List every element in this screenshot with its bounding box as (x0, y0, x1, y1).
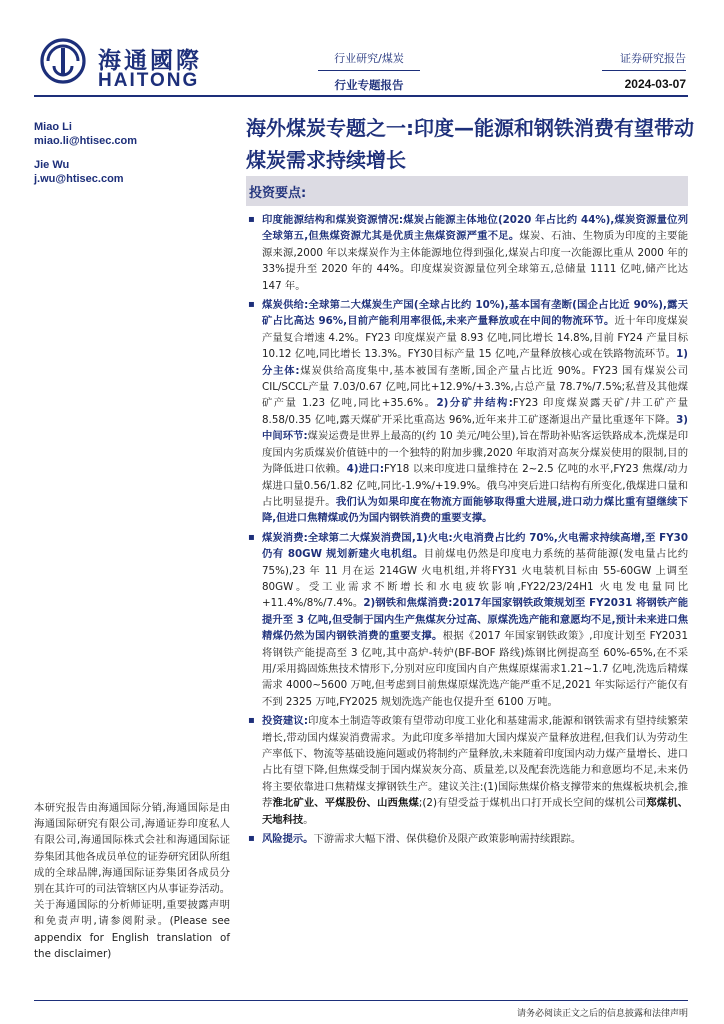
report-date: 2024-03-07 (624, 77, 686, 91)
logo-english-text: HAITONG (98, 70, 200, 91)
key-points-content (246, 212, 688, 850)
author-2 (34, 158, 124, 186)
bullet-3-text-1: 目前煤电仍然是印度电力系统的基荷能源(发电量占比约 75%),23 年 11 月在运 214GW 火电机组,并将FY31 火电装机目标由 55-60GW 上调至 80GW。受工业需求不断增长和水电疲软影响,FY22/23/24H1 火电发电量同比+11.4%/8%/7.4%。 (262, 548, 688, 610)
bullet-2-text-3: FY23 印度煤炭露天矿/井工矿产量 8.58/0.35 亿吨,露天煤矿开采比重高达 96%,近年来井工矿逐渐退出产量比重逐年下降。 (262, 397, 688, 426)
bullet-investment-advice (246, 713, 688, 828)
bullet-5-heading: 风险提示。 (262, 833, 314, 846)
header-rule-right (602, 70, 686, 71)
disclaimer-text: 本研究报告由海通国际分销,海通国际是由海通国际研究有限公司,海通证券印度私人有限公司,海通国际株式会社和海通国际证券集团其他各成员单位的证券研究团队所组成的全球品牌,海通国际证券集团各成员分别在其许可的司法管辖区内从事证券活动。关于海通国际的分析师证明,重要披露声明和免责声明,请参阅附录。(Please see appendix for English translation of the disclaimer) (34, 802, 230, 960)
author-1-email[interactable]: miao.li@htisec.com (34, 135, 138, 147)
bullet-2-text-5: FY18 以来印度进口量维持在 2~2.5 亿吨的水平,FY23 焦煤/动力煤进口量0.56/1.82 亿吨,同比-1.9%/+19.9%。俄乌冲突后进口结构有所变化,俄煤进口量和占比明显提升。 (262, 463, 688, 508)
bullet-4-text-1: 印度本土制造等政策有望带动印度工业化和基建需求,能源和钢铁需求有望持续繁荣增长,带动国内煤炭消费需求。为此印度多举措加大国内煤炭产量释放进程,但我们认为劳动生产率低下、物流等基础设施问题或仍将制约产量释放,未来随着印度国内动力煤产量增长、进口占比有望下降,但焦煤受制于国内煤炭灰分高、质量差,以及配套洗选能力和意愿均不足,未来仍将主要依靠进口焦精煤支撑钢铁生产。建议关注:(1)国际焦煤价格支撑带来的焦煤板块机会,推荐 (262, 715, 688, 810)
logo-chinese-text: 海通國際 (98, 48, 202, 74)
key-points-bar (246, 176, 688, 206)
bullet-2-sub-1: 1)分主体: (262, 348, 688, 377)
footer-notice: 请务必阅读正文之后的信息披露和法律声明 (516, 1009, 688, 1019)
bullet-coal-supply (246, 297, 688, 527)
bullet-1-heading: 印度能源结构和煤炭资源情况:煤炭占能源主体地位(2020 年占比约 44%),煤炭资源量位列全球第五,但焦煤资源尤其是优质主焦煤资源严重不足。 (262, 214, 688, 243)
bullet-2-sub-2: 2)分矿井结构: (436, 397, 513, 410)
author-1-name: Miao Li (34, 121, 72, 133)
bullet-2-text-1: 近十年印度煤炭产量复合增速 4.2%。FY23 印度煤炭产量 8.93 亿吨,同比增长 14.8%,目前 FY24 产量目标 10.12 亿吨,同比增长 13.3%。FY30目标产量 15 亿吨,产量释放核心或在铁路物流环节。 (262, 315, 689, 361)
header-rule-left (318, 70, 420, 71)
bullet-2-text-4: 煤炭运费是世界上最高的(约 10 美元/吨公里),旨在帮助补贴客运铁路成本,洗煤是印度国内劣质煤炭价值链中的一个独特的附加步骤,2020 年取消对高灰分煤炭使用的限制,目的为降低进口依赖。 (262, 430, 688, 476)
bullet-2-sub-4: 4)进口: (346, 463, 384, 476)
bullet-1-text: 煤炭、石油、生物质为印度的主要能源来源,2000 年以来煤炭作为主体能源地位得到强化,煤炭占印度一次能源比重从 2000 年的 33%提升至 2020 年的 44%。印度煤炭资源量位列全球第五,总储量 1111 亿吨,储产比达 147 年。 (262, 230, 688, 292)
haitong-logo (40, 38, 216, 96)
bullet-3-heading-2: 2)钢铁和焦煤消费:2017年国家钢铁政策规划至 FY2031 将钢铁产能提升至 3 亿吨,但受制于国内生产焦煤灰分过高、原煤洗选产能和意愿均不足,预计未来进口焦精煤仍然为国内钢铁消费的重要支撑。 (262, 597, 688, 643)
bullet-coal-consumption (246, 530, 688, 710)
bullet-3-text-2: 根据《2017 年国家钢铁政策》,印度计划至 FY2031 将钢铁产能提高至 3 亿吨,其中高炉-转炉(BF-BOF 路线)炼钢比例提高至 60%-65%,在不采用/采用捣固炼焦技术情形下,分别对应印度国内自产焦煤原煤需求1.21~1.7 亿吨,洗选后精煤需求 4000~5600 万吨,但考虑到目前焦煤原煤洗选产能严重不足,2021 年实际运行产能仅有不到 2325 万吨,FY2025 规划洗选产能也仅提升至 6100 万吨。 (262, 630, 689, 708)
bullet-4-recommend-1: 淮北矿业、平煤股份、山西焦煤 (272, 797, 419, 810)
author-2-email[interactable]: j.wu@htisec.com (34, 173, 124, 185)
author-2-name: Jie Wu (34, 159, 70, 171)
report-title: 海外煤炭专题之一:印度—能源和钢铁消费有望带动煤炭需求持续增长 (246, 116, 694, 172)
bullet-2-heading: 煤炭供给:全球第二大煤炭生产国(全球占比约 10%),基本国有垄断(国企占比近 90%),露天矿占比高达 96%,目前产能利用率很低,未来产量释放或在中间的物流环节。 (262, 299, 688, 328)
bullet-2-conclusion: 我们认为如果印度在物流方面能够取得重大进展,进口动力煤比重有望继续下降,但进口焦精煤或仍为国内钢铁消费的重要支撑。 (262, 495, 688, 525)
bullet-4-heading: 投资建议: (262, 715, 308, 728)
bullet-2-text-2: 煤炭供给高度集中,基本被国有垄断,国企产量占比近 90%。FY23 国有煤炭公司 CIL/SCCL产量 7.03/0.67 亿吨,同比+12.9%/+3.3%,占总产量 78.7%/7.5%;私营及其他煤矿产量 1.23 亿吨,同比+35.6%。 (262, 364, 688, 410)
footer-divider (34, 1000, 688, 1001)
report-type: 行业专题报告 (334, 78, 404, 92)
header-divider (34, 95, 688, 97)
bullet-energy-structure (246, 212, 688, 294)
haitong-logo-mark-icon (40, 38, 86, 84)
key-points-heading: 投资要点: (249, 186, 307, 201)
author-1 (34, 120, 137, 148)
bullet-3-heading: 煤炭消费:全球第二大煤炭消费国,1)火电:火电消费占比约 70%,火电需求持续高增,至 FY30 仍有 80GW 规划新建火电机组。 (262, 531, 688, 561)
bullet-2-sub-3: 3)中间环节: (262, 413, 688, 443)
report-category: 行业研究/煤炭 (334, 52, 404, 65)
bullet-4-recommend-2: 郑煤机、天地科技 (262, 797, 689, 826)
bullet-4-text-3: 。 (303, 813, 314, 826)
bullet-5-text: 下游需求大幅下滑、保供稳价及限产政策影响需持续跟踪。 (313, 833, 582, 846)
report-label: 证券研究报告 (620, 52, 686, 65)
bullet-4-text-2: ;(2)有望受益于煤机出口打开成长空间的煤机公司 (418, 797, 647, 810)
bullet-risk-warning (246, 831, 688, 847)
